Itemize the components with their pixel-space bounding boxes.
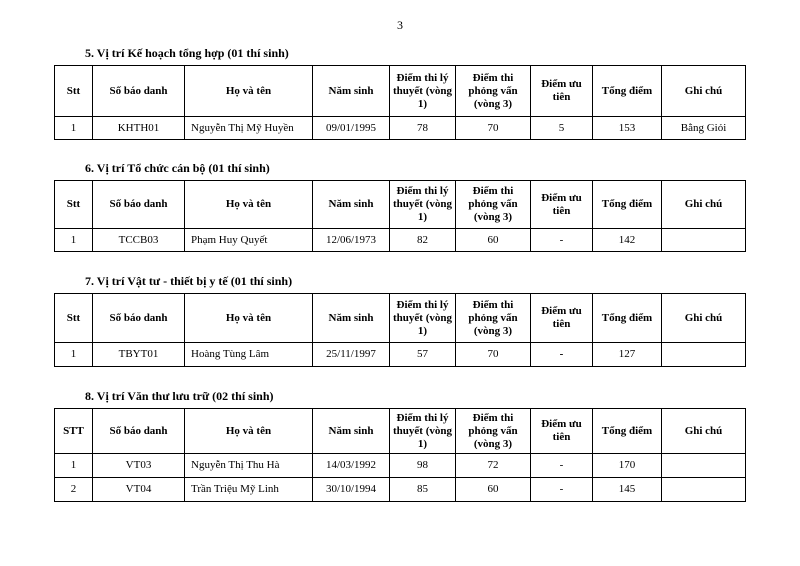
header-sbd: Số báo danh — [93, 66, 185, 117]
table-row — [55, 343, 746, 367]
header-row — [55, 294, 746, 343]
section-title: 5. Vị trí Kế hoạch tổng hợp (01 thí sinh) — [85, 46, 289, 60]
header-note: Ghi chú — [662, 66, 746, 117]
cell-priority: - — [531, 454, 593, 478]
header-interview: Điểm thi phỏng vấn (vòng 3) — [456, 294, 531, 343]
cell-theory: 57 — [390, 343, 456, 367]
header-total: Tổng điểm — [593, 409, 662, 454]
cell-interview: 70 — [456, 343, 531, 367]
cell-theory: 85 — [390, 478, 456, 502]
header-stt: Stt — [55, 66, 93, 117]
header-row — [55, 409, 746, 454]
header-name: Họ và tên — [185, 66, 313, 117]
cell-name: Phạm Huy Quyết — [185, 229, 313, 252]
cell-sbd: TCCB03 — [93, 229, 185, 252]
cell-dob: 14/03/1992 — [313, 454, 390, 478]
cell-note — [662, 478, 746, 502]
header-name: Họ và tên — [185, 181, 313, 229]
cell-total: 142 — [593, 229, 662, 252]
header-stt: Stt — [55, 181, 93, 229]
cell-total: 127 — [593, 343, 662, 367]
cell-note — [662, 454, 746, 478]
header-theory: Điểm thi lý thuyết (vòng 1) — [390, 294, 456, 343]
header-note: Ghi chú — [662, 409, 746, 454]
cell-sbd: TBYT01 — [93, 343, 185, 367]
cell-stt: 1 — [55, 117, 93, 140]
header-name: Họ và tên — [185, 409, 313, 454]
cell-priority: - — [531, 229, 593, 252]
cell-note: Bằng Giỏi — [662, 117, 746, 140]
header-row — [55, 66, 746, 117]
cell-priority: - — [531, 478, 593, 502]
table-row — [55, 478, 746, 502]
header-total: Tổng điểm — [593, 181, 662, 229]
header-dob: Năm sinh — [313, 294, 390, 343]
header-total: Tổng điểm — [593, 294, 662, 343]
header-stt: STT — [55, 409, 93, 454]
header-note: Ghi chú — [662, 294, 746, 343]
cell-dob: 09/01/1995 — [313, 117, 390, 140]
header-interview: Điểm thi phỏng vấn (vòng 3) — [456, 409, 531, 454]
header-stt: Stt — [55, 294, 93, 343]
header-interview: Điểm thi phỏng vấn (vòng 3) — [456, 66, 531, 117]
cell-dob: 30/10/1994 — [313, 478, 390, 502]
header-priority: Điểm ưu tiên — [531, 181, 593, 229]
cell-total: 170 — [593, 454, 662, 478]
cell-theory: 82 — [390, 229, 456, 252]
cell-name: Nguyễn Thị Thu Hà — [185, 454, 313, 478]
section-title: 6. Vị trí Tổ chức cán bộ (01 thí sinh) — [85, 161, 270, 175]
table-row — [55, 117, 746, 140]
header-theory: Điểm thi lý thuyết (vòng 1) — [390, 181, 456, 229]
section-title: 8. Vị trí Văn thư lưu trữ (02 thí sinh) — [85, 389, 274, 403]
header-interview: Điểm thi phỏng vấn (vòng 3) — [456, 181, 531, 229]
cell-dob: 12/06/1973 — [313, 229, 390, 252]
table-row — [55, 454, 746, 478]
cell-interview: 70 — [456, 117, 531, 140]
header-sbd: Số báo danh — [93, 409, 185, 454]
header-sbd: Số báo danh — [93, 181, 185, 229]
cell-name: Trần Triệu Mỹ Linh — [185, 478, 313, 502]
cell-sbd: VT04 — [93, 478, 185, 502]
cell-interview: 60 — [456, 229, 531, 252]
header-priority: Điểm ưu tiên — [531, 294, 593, 343]
cell-note — [662, 229, 746, 252]
cell-dob: 25/11/1997 — [313, 343, 390, 367]
header-row — [55, 181, 746, 229]
results-table — [54, 293, 746, 367]
cell-sbd: VT03 — [93, 454, 185, 478]
cell-name: Nguyễn Thị Mỹ Huyền — [185, 117, 313, 140]
results-table — [54, 65, 746, 140]
header-total: Tổng điểm — [593, 66, 662, 117]
table-row — [55, 229, 746, 252]
cell-priority: 5 — [531, 117, 593, 140]
results-table — [54, 180, 746, 252]
cell-note — [662, 343, 746, 367]
header-theory: Điểm thi lý thuyết (vòng 1) — [390, 66, 456, 117]
cell-total: 153 — [593, 117, 662, 140]
header-sbd: Số báo danh — [93, 294, 185, 343]
section-title: 7. Vị trí Vật tư - thiết bị y tế (01 thí sinh) — [85, 274, 293, 288]
cell-sbd: KHTH01 — [93, 117, 185, 140]
cell-stt: 1 — [55, 343, 93, 367]
cell-stt: 1 — [55, 454, 93, 478]
cell-stt: 1 — [55, 229, 93, 252]
cell-interview: 72 — [456, 454, 531, 478]
header-dob: Năm sinh — [313, 181, 390, 229]
header-priority: Điểm ưu tiên — [531, 66, 593, 117]
header-theory: Điểm thi lý thuyết (vòng 1) — [390, 409, 456, 454]
cell-interview: 60 — [456, 478, 531, 502]
cell-priority: - — [531, 343, 593, 367]
header-note: Ghi chú — [662, 181, 746, 229]
cell-theory: 78 — [390, 117, 456, 140]
cell-theory: 98 — [390, 454, 456, 478]
cell-stt: 2 — [55, 478, 93, 502]
header-dob: Năm sinh — [313, 66, 390, 117]
header-priority: Điểm ưu tiên — [531, 409, 593, 454]
results-table — [54, 408, 746, 502]
cell-name: Hoàng Tùng Lâm — [185, 343, 313, 367]
header-dob: Năm sinh — [313, 409, 390, 454]
page-number: 3 — [397, 18, 403, 32]
header-name: Họ và tên — [185, 294, 313, 343]
cell-total: 145 — [593, 478, 662, 502]
